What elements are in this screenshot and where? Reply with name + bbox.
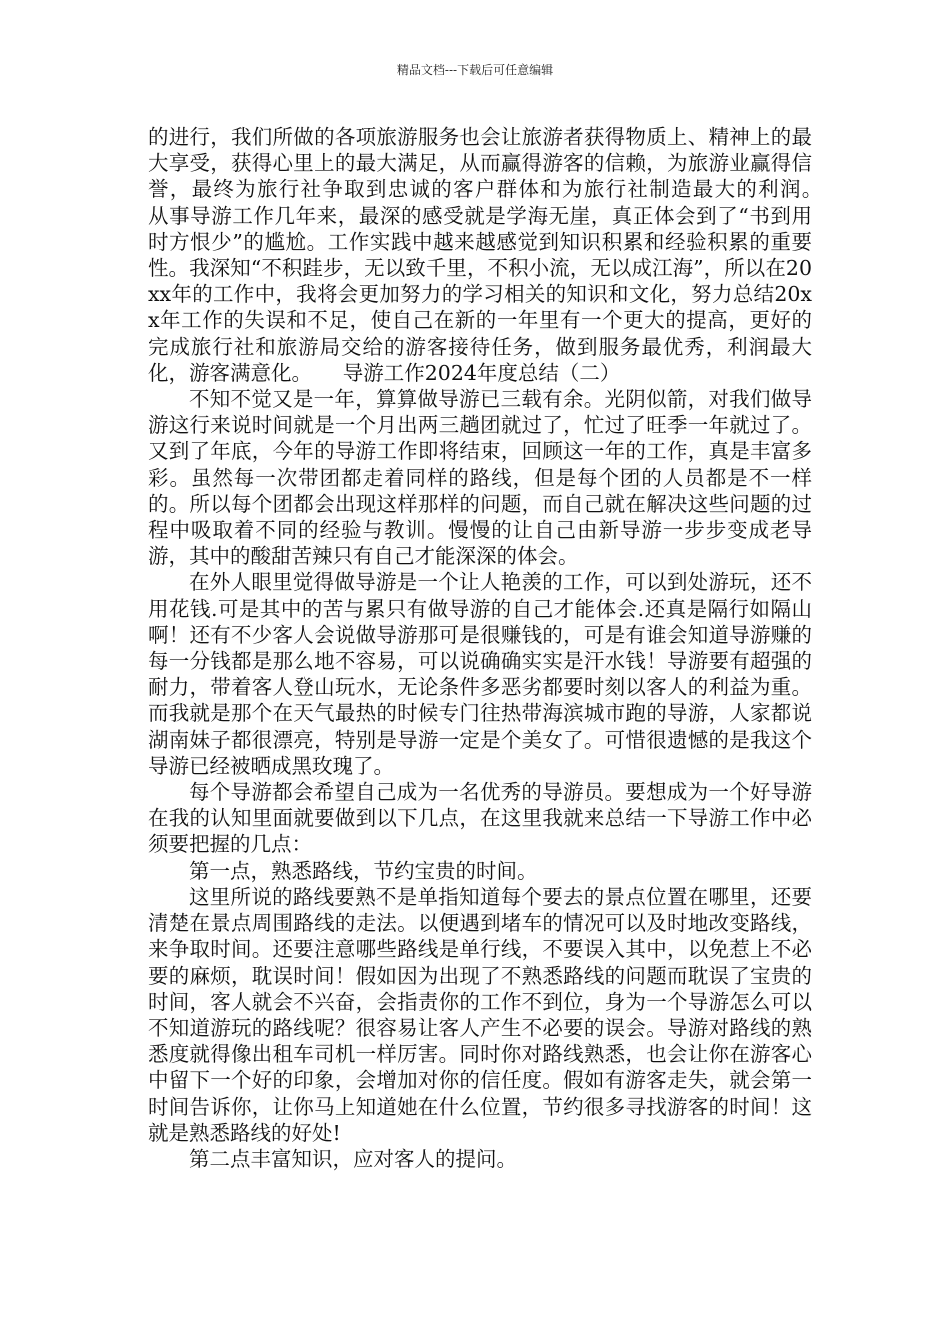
document-body <box>148 124 853 1172</box>
paragraph-good-guide: 每个导游都会希望自己成为一名优秀的导游员。要想成为一个好导游在我的认知里面就要做到以下几点，在这里我就来总结一下导游工作中必须要把握的几点： <box>148 780 812 857</box>
paragraph-outsider-view: 在外人眼里觉得做导游是一个让人艳羡的工作，可以到处游玩，还不用花钱.可是其中的苦与累只有做导游的自己才能体会.还真是隔行如隔山啊！还有不少客人会说做导游那可是很赚钱的，可是有谁会知道导游赚的每一分钱都是那么地不容易，可以说确确实实是汗水钱！导游要有超强的耐力，带着客人登山玩水，无论条件多恶劣都要时刻以客人的利益为重。而我就是那个在天气最热的时候专门往热带海滨城市跑的导游，人家都说湖南妹子都很漂亮，特别是导游一定是个美女了。可惜很遗憾的是我这个导游已经被晒成黑玫瑰了。 <box>148 570 812 778</box>
paragraph-continuation: 的进行，我们所做的各项旅游服务也会让旅游者获得物质上、精神上的最大享受，获得心里上的最大满足，从而赢得游客的信赖，为旅游业赢得信誉，最终为旅行社争取到忠诚的客户群体和为旅行社制造最大的利润。 从事导游工作几年来，最深的感受就是学海无崖，真正体会到了“书到用时方恨少”的尴尬。工作实践中越来越感觉到知识积累和经验积累的重要性。我深知“不积跬步，无以致千里，不积小流，无以成江海”，所以在20xx年的工作中，我将会更加努力的学习相关的知识和文化，努力总结20xx年工作的失误和不足，使自己在新的一年里有一个更大的提高，更好的完成旅行社和旅游局交给的游客接待任务，做到服务最优秀，利润最大化，游客满意化。 导游工作2024年度总结（二） <box>148 125 853 385</box>
paragraph-point-two-heading: 第二点丰富知识，应对客人的提问。 <box>189 1146 517 1171</box>
paragraph-point-one-body: 这里所说的路线要熟不是单指知道每个要去的景点位置在哪里，还要清楚在景点周围路线的走法。以便遇到堵车的情况可以及时地改变路线，来争取时间。还要注意哪些路线是单行线，不要误入其中，以免惹上不必要的麻烦，耽误时间！假如因为出现了不熟悉路线的问题而耽误了宝贵的时间，客人就会不兴奋，会指责你的工作不到位，身为一个导游怎么可以不知道游玩的路线呢？很容易让客人产生不必要的误会。导游对路线的熟悉度就得像出租车司机一样厉害。同时你对路线熟悉，也会让你在游客心中留下一个好的印象，会增加对你的信任度。假如有游客走失，就会第一时间告诉你，让你马上知道她在什么位置，节约很多寻找游客的时间！这就是熟悉路线的好处! <box>148 884 812 1145</box>
paragraph-point-one-heading: 第一点，熟悉路线，节约宝贵的时间。 <box>189 858 538 883</box>
paragraph-year-review: 不知不觉又是一年，算算做导游已三载有余。光阴似箭，对我们做导游这行来说时间就是一个月出两三趟团就过了，忙过了旺季一年就过了。又到了年底，今年的导游工作即将结束，回顾这一年的工作，真是丰富多彩。虽然每一次带团都走着同样的路线，但是每个团的人员都是不一样的。所以每个团都会出现这样那样的问题，而自己就在解决这些问题的过程中吸取着不同的经验与教训。慢慢的让自己由新导游一步步变成老导游，其中的酸甜苦辣只有自己才能深深的体会。 <box>148 387 812 569</box>
page-header: 精品文档---下载后可任意编辑 <box>396 63 554 77</box>
